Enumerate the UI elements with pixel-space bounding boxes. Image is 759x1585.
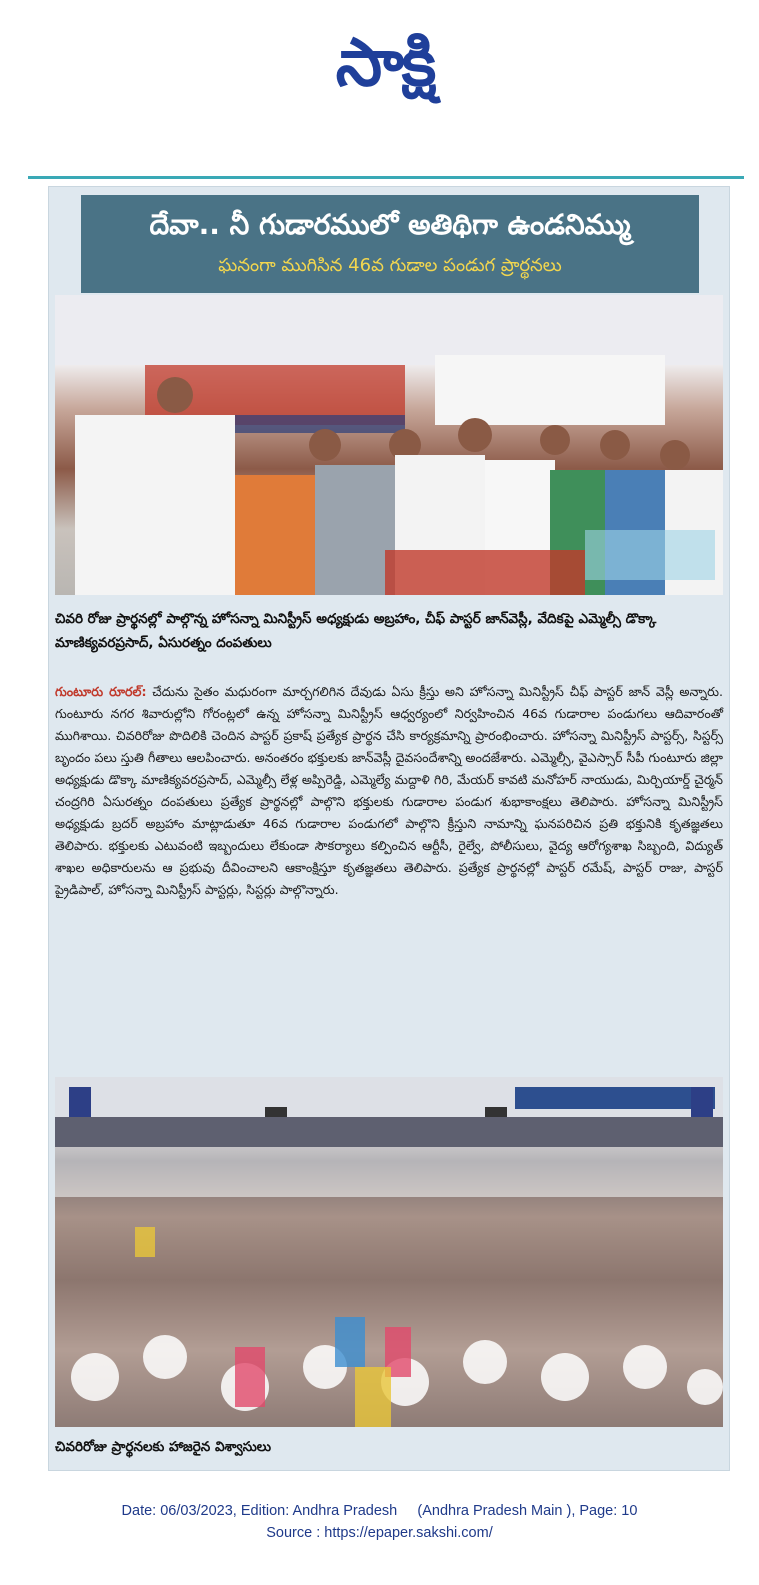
masthead: [0, 0, 759, 178]
article-subheadline: ఘనంగా ముగిసిన 46వ గుడాల పండుగ ప్రార్థనలు: [218, 255, 562, 276]
source-link[interactable]: https://epaper.sakshi.com/: [324, 1525, 493, 1541]
sakshi-logo: సాక్షి: [335, 24, 435, 101]
photo2-caption: చివరిరోజు ప్రార్థనలకు హాజరైన విశ్వాసులు: [55, 1439, 272, 1455]
edition-info: Date: 06/03/2023, Edition: Andhra Pradesh (Andhra Pradesh Main ), Page: 10: [121, 1503, 638, 1519]
stage-prayer-photo: [55, 295, 723, 595]
page-footer: [0, 1500, 759, 1544]
source-line: [0, 1522, 759, 1544]
article-dateline: గుంటూరు రూరల్:: [55, 684, 147, 699]
crowd-photo: [55, 1077, 723, 1427]
crowd-illustration: [55, 1077, 723, 1427]
stage-prayer-illustration: [55, 295, 723, 595]
article-clipping: [48, 186, 730, 1471]
article-headline: దేవా.. నీ గుడారములో అతిథిగా ఉండనిమ్ము: [149, 208, 631, 241]
masthead-divider: [28, 176, 744, 179]
article-body-text: చేదును సైతం మధురంగా మార్చగలిగిన దేవుడు ఏసు క్రీస్తు అని హోసన్నా మినిస్ట్రీస్ చీఫ్ పాస్టర్ జాన్ వెస్లీ అన్నారు. గుంటూరు నగర శివారుల్లోని గోరంట్లలో ఉన్న హోసన్నా మినిస్ట్రీస్ ఆధ్వర్యంలో నిర్వహించిన 46వ గుడారాల పండుగలు ఆదివారంతో ముగిశాయి. చివరిరోజు పొదిలికి చెందిన పాస్టర్ ప్రకాష్ ప్రత్యేక ప్రార్థన చేసి కార్యక్రమాన్ని ప్రారంభించారు. హోసన్నా మినిస్ట్రీస్ పాస్టర్స్, సిస్టర్స్ బృందం పలు స్తుతి గీతాలు ఆలపించారు. అనంతరం భక్తులకు జాన్‌వెస్లీ దైవసందేశాన్ని అందజేశారు. ఎమ్మెల్సీ, వైఎస్సార్ సీపీ గుంటూరు జిల్లా అధ్యక్షుడు డొక్కా మాణిక్యవరప్రసాద్, ఎమ్మెల్సీ లేళ్ల అప్పిరెడ్డి, ఎమ్మెల్యే మద్దాళి గిరి, మేయర్ కావటి మనోహర్ నాయుడు, మిర్చియార్డ్ చైర్మన్ చంద్రగిరి ఏసురత్నం దంపతులు ప్రత్యేక ప్రార్థనల్లో పాల్గొని భక్తులకు గుడారాల పండుగ శుభాకాంక్షలు తెలిపారు. హోసన్నా మినిస్ట్రీస్ అధ్యక్షుడు బ్రదర్ అబ్రహాం మాట్లాడుతూ 46వ గుడారాల పండుగలో పాల్గొని క్రీస్తుని నామాన్ని ఘనపరిచిన ప్రతి భక్తునికి కృతజ్ఞతలు తెలిపారు. భక్తులకు ఎటువంటి ఇబ్బందులు లేకుండా సౌకర్యాలు కల్పించిన ఆర్టీసీ, రైల్వే, పోలీసులు, వైద్య ఆరోగ్యశాఖ సిబ్బంది, విద్యుత్ శాఖల అధికారులను ఆ ప్రభువు దీవించాలని ఆకాంక్షిస్తూ కృతజ్ఞతలు తెలిపారు. ప్రత్యేక ప్రార్థనల్లో పాస్టర్ రమేష్, పాస్టర్ రాజు, పాస్టర్ ప్రైడిపాల్, హోసన్నా మినిస్ట్రీస్ పాస్టర్లు, సిస్టర్లు పాల్గొన్నారు.: [55, 684, 723, 897]
headline-box: [81, 195, 699, 293]
article-body: [55, 681, 723, 901]
photo1-caption: చివరి రోజు ప్రార్థనల్లో పాల్గొన్న హోసన్నా మినిస్ట్రీస్ అధ్యక్షుడు అబ్రహాం, చీఫ్ పాస్టర్ జాన్‌వెస్లీ, వేదికపై ఎమ్మెల్సీ డొక్కా మాణిక్యవరప్రసాద్, ఏసురత్నం దంపతులు: [55, 611, 657, 651]
source-label: Source :: [266, 1525, 325, 1541]
